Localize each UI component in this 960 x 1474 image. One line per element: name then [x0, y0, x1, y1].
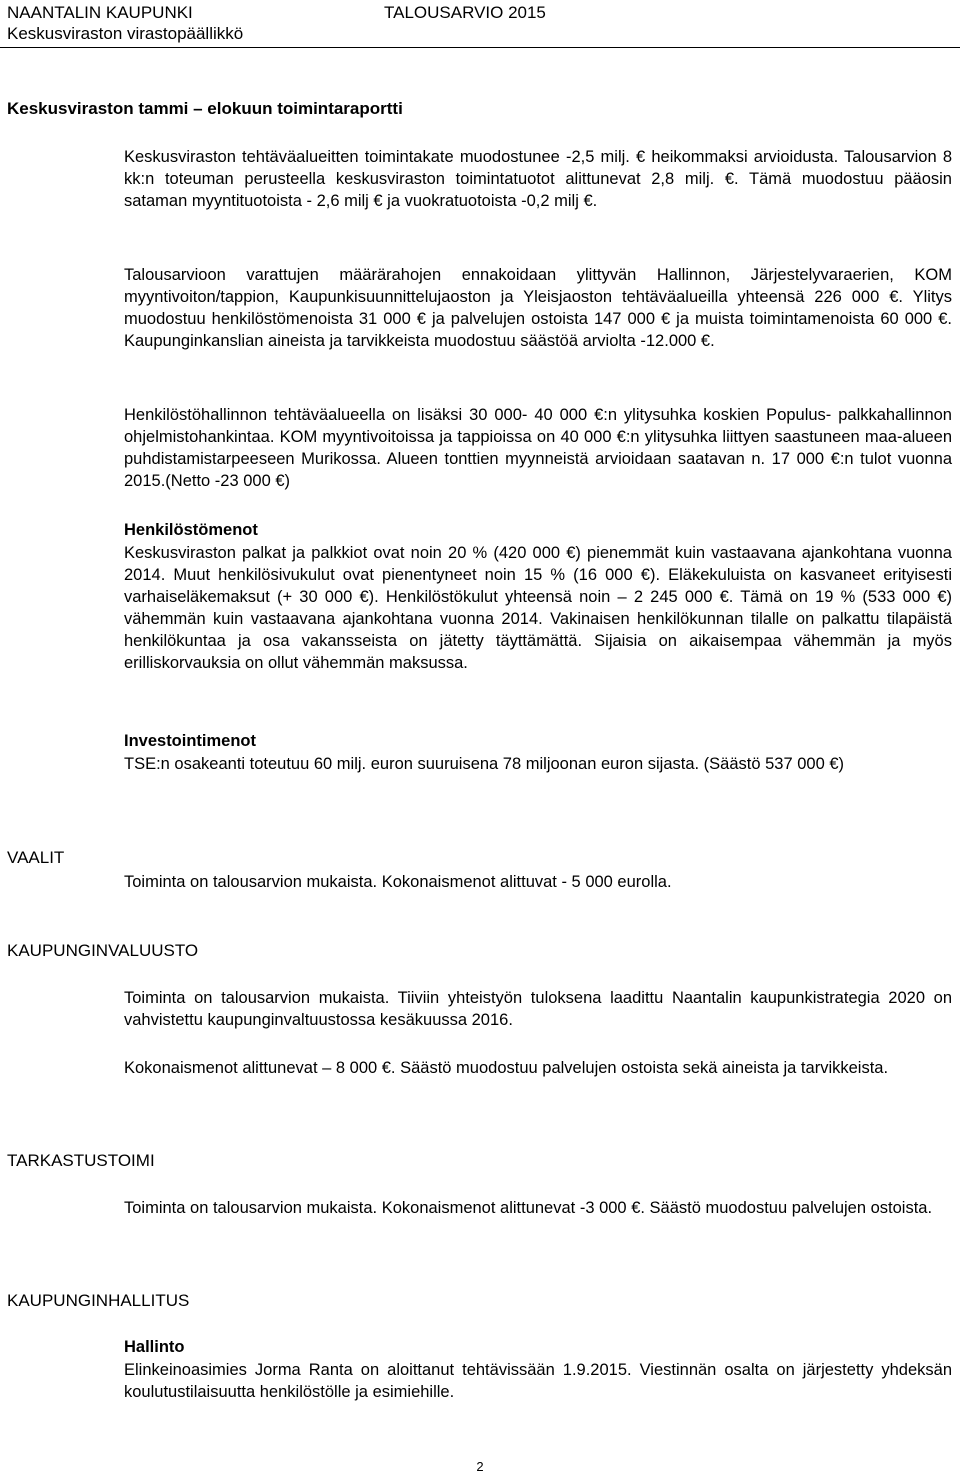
vaalit-text: Toiminta on talousarvion mukaista. Kokonaismenot alittuvat - 5 000 eurolla. [124, 873, 672, 891]
header-org: NAANTALIN KAUPUNKI [7, 3, 193, 22]
tarkastustoimi-text: Toiminta on talousarvion mukaista. Kokonaismenot alittunevat -3 000 €. Säästö muodostuu palvelujen ostoista. [124, 1199, 933, 1217]
kaupunginvaltuusto-text-2: Kokonaismenot alittunevat – 8 000 €. Säästö muodostuu palvelujen ostoista sekä aineista ja tarvikkeista. [124, 1059, 889, 1077]
hallinto-text: Elinkeinoasimies Jorma Ranta on aloittanut tehtävissään 1.9.2015. Viestinnän osalta on järjestetty yhdeksän koulutustilaisuutta henkilöstölle ja esimiehille. [124, 1361, 952, 1401]
header-divider [0, 47, 960, 48]
kaupunginvaltuusto-text-1: Toiminta on talousarvion mukaista. Tiiviin yhteistyön tuloksena laadittu Naantalin kaupunkistrategia 2020 on vahvistettu kaupunginvaltuustossa kesäkuussa 2016. [124, 989, 952, 1029]
header-unit: Keskusviraston virastopäällikkö [7, 24, 244, 43]
intro-paragraph-3: Henkilöstöhallinnon tehtäväalueella on lisäksi 30 000- 40 000 €:n ylitysuhka koskien Populus- palkkahallinnon ohjelmistohankintaa. KOM myyntivoitoissa ja tappioissa on 40 000 €:n ylitysuhka liittyen saastuneen maa-alueen puhdistamistarpeeseen Murikossa. Alueen tonttien myynneistä arvioidaan saatavan n. 17 000 €:n tulot vuonna 2015.(Netto -23 000 €) [124, 406, 952, 490]
section-label-vaalit: VAALIT [7, 848, 65, 867]
investointimenot-heading: Investointimenot [124, 732, 257, 750]
section-label-tarkastustoimi: TARKASTUSTOIMI [7, 1151, 155, 1170]
section-label-kaupunginhallitus: KAUPUNGINHALLITUS [7, 1291, 190, 1310]
henkilostomenot-text: Keskusviraston palkat ja palkkiot ovat noin 20 % (420 000 €) pienemmät kuin vastaavana ajankohtana vuonna 2014. Muut henkilösivukulut ovat pienentyneet noin 15 % (16 000 €). Eläkekuluista on kasvaneet erityisesti varhaiseläkemaksut (+ 30 000 €). Henkilöstökulut yhteensä noin – 2 245 000 €. Tämä on 19 % (533 000 €) vähemmän kuin vastaavana ajankohtana vuonna 2014. Vakinaisen henkilökunnan tilalle on palkattu tilapäistä henkilökuntaa ja osa vakansseista on jätetty täyttämättä. Sijaisia on aikaisempaa vähemmän ja myös erilliskorvauksia on ollut vähemmän maksussa. [124, 544, 952, 672]
header-doc-title: TALOUSARVIO 2015 [384, 3, 546, 22]
intro-paragraph-1: Keskusviraston tehtäväalueitten toimintakate muodostunee -2,5 milj. € heikommaksi arvioidusta. Talousarvion 8 kk:n toteuman perusteella keskusviraston toimintatuotot alittunevat 2,8 milj. €. Tämä muodostuu pääosin sataman myyntituotoista - 2,6 milj € ja vuokratuotoista -0,2 milj €. [124, 148, 952, 210]
page-number: 2 [476, 1459, 484, 1474]
intro-paragraph-2: Talousarvioon varattujen määrärahojen ennakoidaan ylittyvän Hallinnon, Järjestelyvaraerien, KOM myyntivoiton/tappion, Kaupunkisuunnittelujaoston ja Yleisjaoston tehtäväalueilla yhteensä 226 000 €. Ylitys muodostuu henkilöstömenoista 31 000 € ja palvelujen ostoista 147 000 € ja muista toimintamenoista 60 000 €. Kaupunginkanslian aineista ja tarvikkeista muodostuu säästöä arviolta -12.000 €. [124, 266, 952, 350]
section-label-kaupunginvaltuusto: KAUPUNGINVALUUSTO [7, 941, 199, 960]
henkilostomenot-heading: Henkilöstömenot [124, 521, 258, 539]
investointimenot-text: TSE:n osakeanti toteutuu 60 milj. euron suuruisena 78 miljoonan euron sijasta. (Säästö 537 000 €) [124, 755, 845, 773]
report-title: Keskusviraston tammi – elokuun toimintaraportti [7, 99, 403, 118]
hallinto-heading: Hallinto [124, 1338, 185, 1356]
